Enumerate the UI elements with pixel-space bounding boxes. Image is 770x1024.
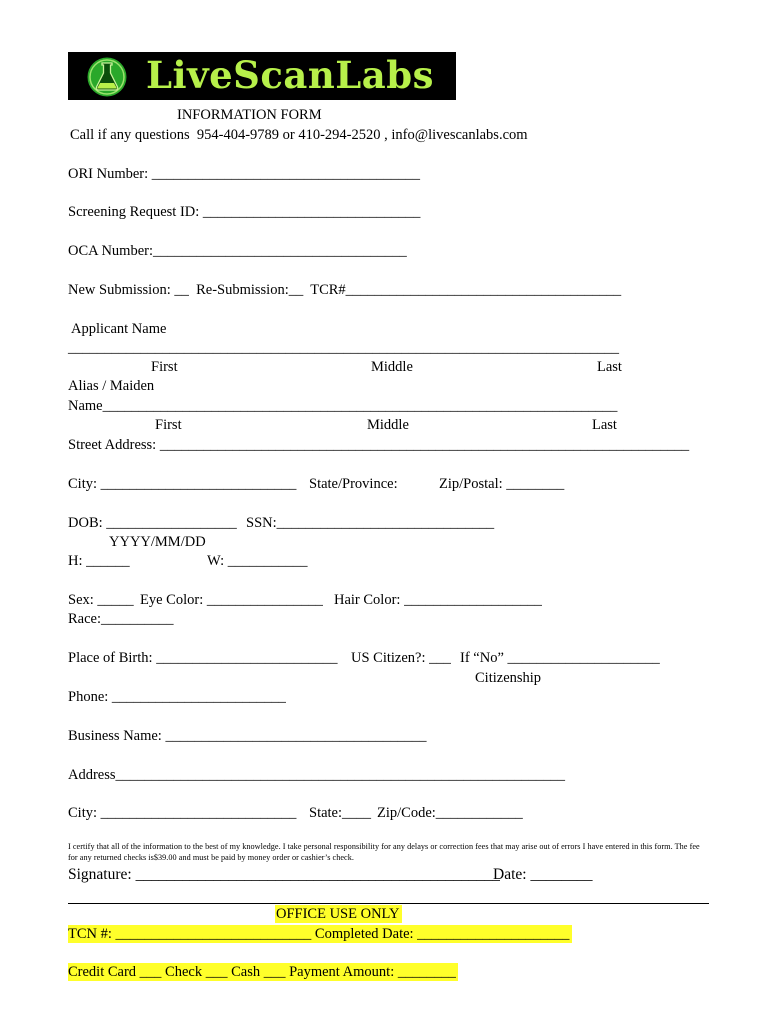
state-province-field[interactable]: State/Province: <box>309 476 398 492</box>
flask-icon <box>72 52 142 100</box>
weight-field[interactable]: W: ___________ <box>207 553 308 569</box>
business-zip-field[interactable]: Zip/Code:____________ <box>377 805 523 821</box>
alias-name-field[interactable]: Name_______________________________________________________________________ <box>68 398 618 414</box>
city-field[interactable]: City: ___________________________ <box>68 476 297 492</box>
office-use-heading: OFFICE USE ONLY <box>275 905 402 923</box>
certification-statement: I certify that all of the information to the best of my knowledge. I take personal responsibility for any delays or correction fees that may arise out of errors I have entered in this form. The fee for any returned checks is$39.00 and must be paid by money order or cashier’s check. <box>68 842 700 862</box>
tcn-completed-date-field[interactable]: TCN #: ___________________________ Completed Date: _____________________ <box>68 925 572 943</box>
submission-type-field[interactable]: New Submission: __ Re-Submission:__ TCR#______________________________________ <box>68 282 622 298</box>
oca-number-field[interactable]: OCA Number:___________________________________ <box>68 243 407 259</box>
screening-request-id-field[interactable]: Screening Request ID: ______________________________ <box>68 204 421 220</box>
business-address-field[interactable]: Address______________________________________________________________ <box>68 767 566 783</box>
alias-last-caption: Last <box>592 417 617 433</box>
logo-wordmark: LiveScanLabs <box>146 53 434 97</box>
applicant-first-caption: First <box>151 359 178 375</box>
place-of-birth-field[interactable]: Place of Birth: _________________________ <box>68 650 338 666</box>
alias-first-caption: First <box>155 417 182 433</box>
contact-line: Call if any questions 954-404-9789 or 410-294-2520 , info@livescanlabs.com <box>70 127 528 143</box>
signature-date-field[interactable]: Date: ________ <box>493 866 593 883</box>
applicant-name-label: Applicant Name <box>71 321 167 337</box>
form-title: INFORMATION FORM <box>177 107 322 123</box>
hair-color-field[interactable]: Hair Color: ___________________ <box>334 592 542 608</box>
race-field[interactable]: Race:__________ <box>68 611 174 627</box>
us-citizen-field[interactable]: US Citizen?: ___ <box>351 650 451 666</box>
applicant-middle-caption: Middle <box>371 359 413 375</box>
business-name-field[interactable]: Business Name: ____________________________________ <box>68 728 427 744</box>
business-city-field[interactable]: City: ___________________________ <box>68 805 297 821</box>
dob-format-caption: YYYY/MM/DD <box>109 534 206 550</box>
dob-field[interactable]: DOB: __________________ <box>68 515 237 531</box>
ssn-field[interactable]: SSN:______________________________ <box>246 515 495 531</box>
applicant-name-field[interactable]: ____________________________________________________________________________ <box>68 340 619 356</box>
payment-field[interactable]: Credit Card ___ Check ___ Cash ___ Payment Amount: ________ <box>68 964 456 980</box>
street-address-field[interactable]: Street Address: _________________________________________________________________________ <box>68 437 690 453</box>
zip-postal-field[interactable]: Zip/Postal: ________ <box>439 476 565 492</box>
livescanlabs-logo <box>68 52 456 100</box>
citizenship-field[interactable]: If “No” _____________________ <box>460 650 660 666</box>
office-divider <box>68 903 709 904</box>
alias-middle-caption: Middle <box>367 417 409 433</box>
height-field[interactable]: H: ______ <box>68 553 130 569</box>
signature-field[interactable]: Signature: _______________________________________________ <box>68 866 500 883</box>
phone-field[interactable]: Phone: ________________________ <box>68 689 286 705</box>
alias-label: Alias / Maiden <box>68 378 155 394</box>
sex-field[interactable]: Sex: _____ <box>68 592 134 608</box>
business-state-field[interactable]: State:____ <box>309 805 372 821</box>
citizenship-caption: Citizenship <box>475 670 542 686</box>
eye-color-field[interactable]: Eye Color: ________________ <box>140 592 323 608</box>
ori-number-field[interactable]: ORI Number: _____________________________________ <box>68 166 421 182</box>
applicant-last-caption: Last <box>597 359 622 375</box>
